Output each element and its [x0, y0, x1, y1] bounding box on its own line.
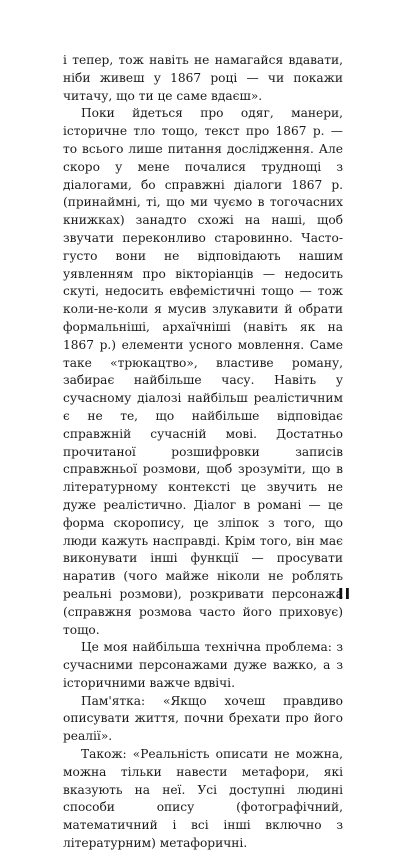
paragraph-3: Це моя найбільша технічна проблема: з сучасними персонажами дуже важко, а з історичними важче вдвічі. [63, 640, 343, 690]
book-page-text [63, 52, 343, 853]
paragraph-2: Поки йдеться про одяг, манери, історичне тло тощо, текст про 1867 р. — то всього лише питання дослідження. Але скоро у мене почалися труднощі з діалогами, бо справжні діалоги 1867 р. (принаймні, ті, що ми чуємо в тогочасних книжках) занадто схожі на наші, щоб звучати переконливо старовинно. Часто-густо вони не відповідають нашим уявленням про вікторіанців — недосить скуті, недосить евфемістичні тощо — тож коли-не-коли я мусив злукавити й обрати формальніші, архаїчніші (навіть як на 1867 р.) елементи усного мовлення. Саме таке «трюкацтво», властиве роману, забирає найбільше часу. Навіть у сучасному діалозі найбільш реалістичним є не те, що найбільше відповідає справжній сучасній мові. Достатньо прочитаної розшифровки записів справжньої розмови, щоб зрозуміти, що в літературному контексті це звучить не дуже реалістично. Діалог в романі — це форма скоропису, це зліпок з того, що люди кажуть насправді. Крім того, він має виконувати інші функції — просувати наратив (чого майже ніколи не роблять реальні розмови), розкривати персонажа (справжня розмова часто його приховує) тощо. [63, 106, 343, 637]
paragraph-5: Також: «Реальність описати не можна, можна тільки навести метафори, які вказують на неї. Усі доступні людині способи опису (фотографічний, математичний і всі інші включно з літературним) метафоричні. [63, 747, 343, 851]
page-number: ІІ [338, 585, 352, 603]
paragraph-4: Пам'ятка: «Якщо хочеш правдиво описувати життя, почни брехати про його реалії». [63, 693, 343, 744]
paragraph-1: і тепер, тож навіть не намагайся вдавати, ніби живеш у 1867 році — чи покажи читачу, що ти це саме вдаєш». [63, 53, 343, 103]
